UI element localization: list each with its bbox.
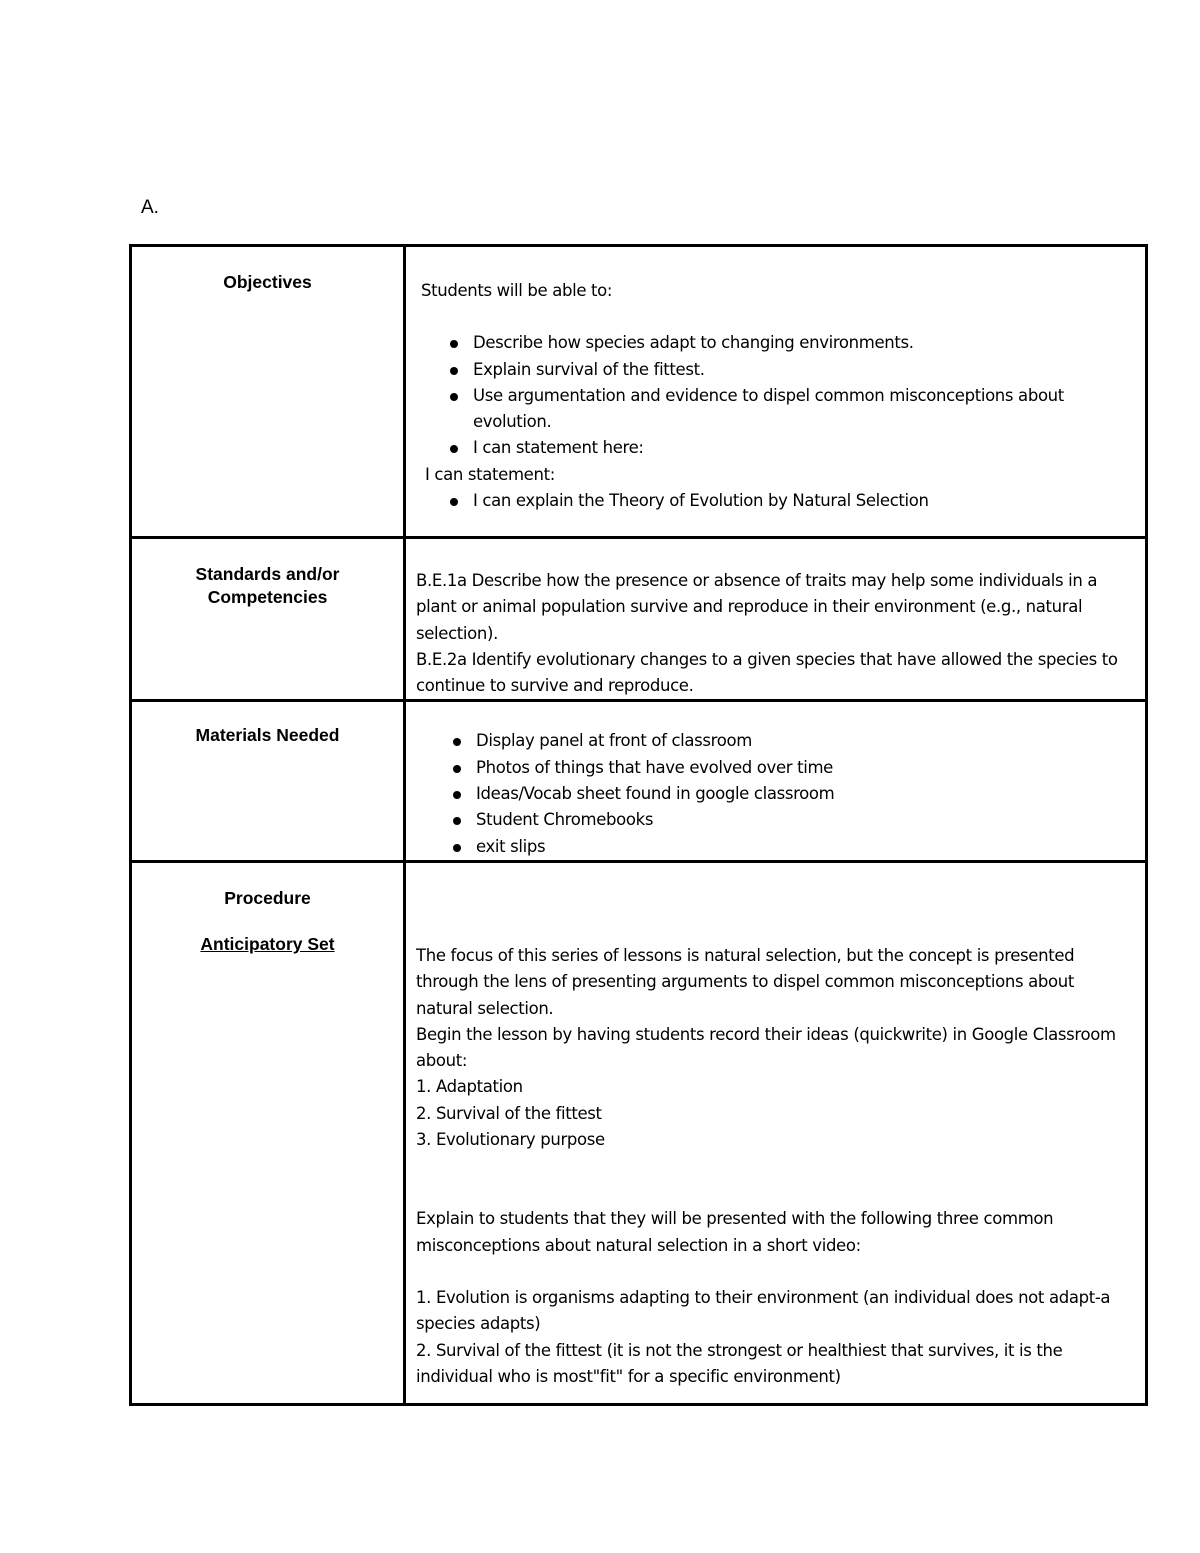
- objectives-label: Objectives: [223, 272, 312, 292]
- i-can-item: I can explain the Theory of Evolution by Natural Selection: [421, 488, 1135, 514]
- materials-label-cell: [131, 701, 405, 861]
- procedure-label-cell: [131, 861, 405, 1404]
- idea-item: 2. Survival of the fittest: [416, 1103, 602, 1123]
- standard-line: B.E.1a Describe how the presence or absence of traits may help some individuals in a plant or animal population survive and reproduce in their environment (e.g., natural selection).: [416, 571, 1098, 643]
- objectives-intro: Students will be able to:: [421, 281, 613, 300]
- material-item: exit slips: [406, 834, 1135, 860]
- procedure-label: Procedure: [224, 887, 311, 908]
- standards-content-cell: [405, 538, 1147, 701]
- misconception-item: 1. Evolution is organisms adapting to their environment (an individual does not adapt-a species adapts): [416, 1287, 1111, 1334]
- idea-item: 1. Adaptation: [416, 1077, 523, 1097]
- i-can-label: I can statement:: [425, 464, 555, 484]
- objectives-content-cell: [405, 246, 1147, 538]
- anticipatory-set-label: Anticipatory Set: [200, 933, 335, 954]
- standard-line: B.E.2a Identify evolutionary changes to a given species that have allowed the species to continue to survive and reproduce.: [416, 649, 1118, 696]
- objective-item: Describe how species adapt to changing environments.: [421, 330, 1135, 356]
- standards-row: [131, 538, 1147, 701]
- material-item: Photos of things that have evolved over time: [406, 755, 1135, 781]
- lesson-plan-table: [129, 244, 1148, 1406]
- objectives-label-cell: [131, 246, 405, 538]
- material-item: Ideas/Vocab sheet found in google classroom: [406, 781, 1135, 807]
- standards-label-cell: [131, 538, 405, 701]
- procedure-paragraph: The focus of this series of lessons is natural selection, but the concept is presented through the lens of presenting arguments to dispel common misconceptions about natural selection.: [416, 945, 1075, 1018]
- idea-item: 3. Evolutionary purpose: [416, 1130, 605, 1150]
- objective-item: Use argumentation and evidence to dispel common misconceptions about evolution.: [421, 383, 1135, 436]
- objective-item: I can statement here:: [421, 435, 1135, 461]
- procedure-paragraph: Begin the lesson by having students record their ideas (quickwrite) in Google Classroom about:: [416, 1024, 1116, 1071]
- materials-label: Materials Needed: [195, 725, 340, 746]
- materials-row: [131, 701, 1147, 861]
- procedure-paragraph: Explain to students that they will be presented with the following three common misconceptions about natural selection in a short video:: [416, 1209, 1054, 1255]
- objectives-row: [131, 246, 1147, 538]
- standards-label: Standards and/or Competencies: [195, 564, 340, 607]
- materials-content-cell: [405, 701, 1147, 861]
- misconception-item: 2. Survival of the fittest (it is not the strongest or healthiest that survives, it is the individual who is most"fit" for a specific environment): [416, 1340, 1063, 1386]
- section-heading: A.: [141, 197, 159, 218]
- materials-list: [406, 728, 1135, 859]
- material-item: Student Chromebooks: [406, 807, 1135, 833]
- procedure-row: [131, 861, 1147, 1404]
- objectives-list: [421, 330, 1135, 461]
- material-item: Display panel at front of classroom: [406, 728, 1135, 754]
- procedure-content-cell: [405, 861, 1147, 1404]
- objective-item: Explain survival of the fittest.: [421, 357, 1135, 383]
- i-can-list: [421, 488, 1135, 514]
